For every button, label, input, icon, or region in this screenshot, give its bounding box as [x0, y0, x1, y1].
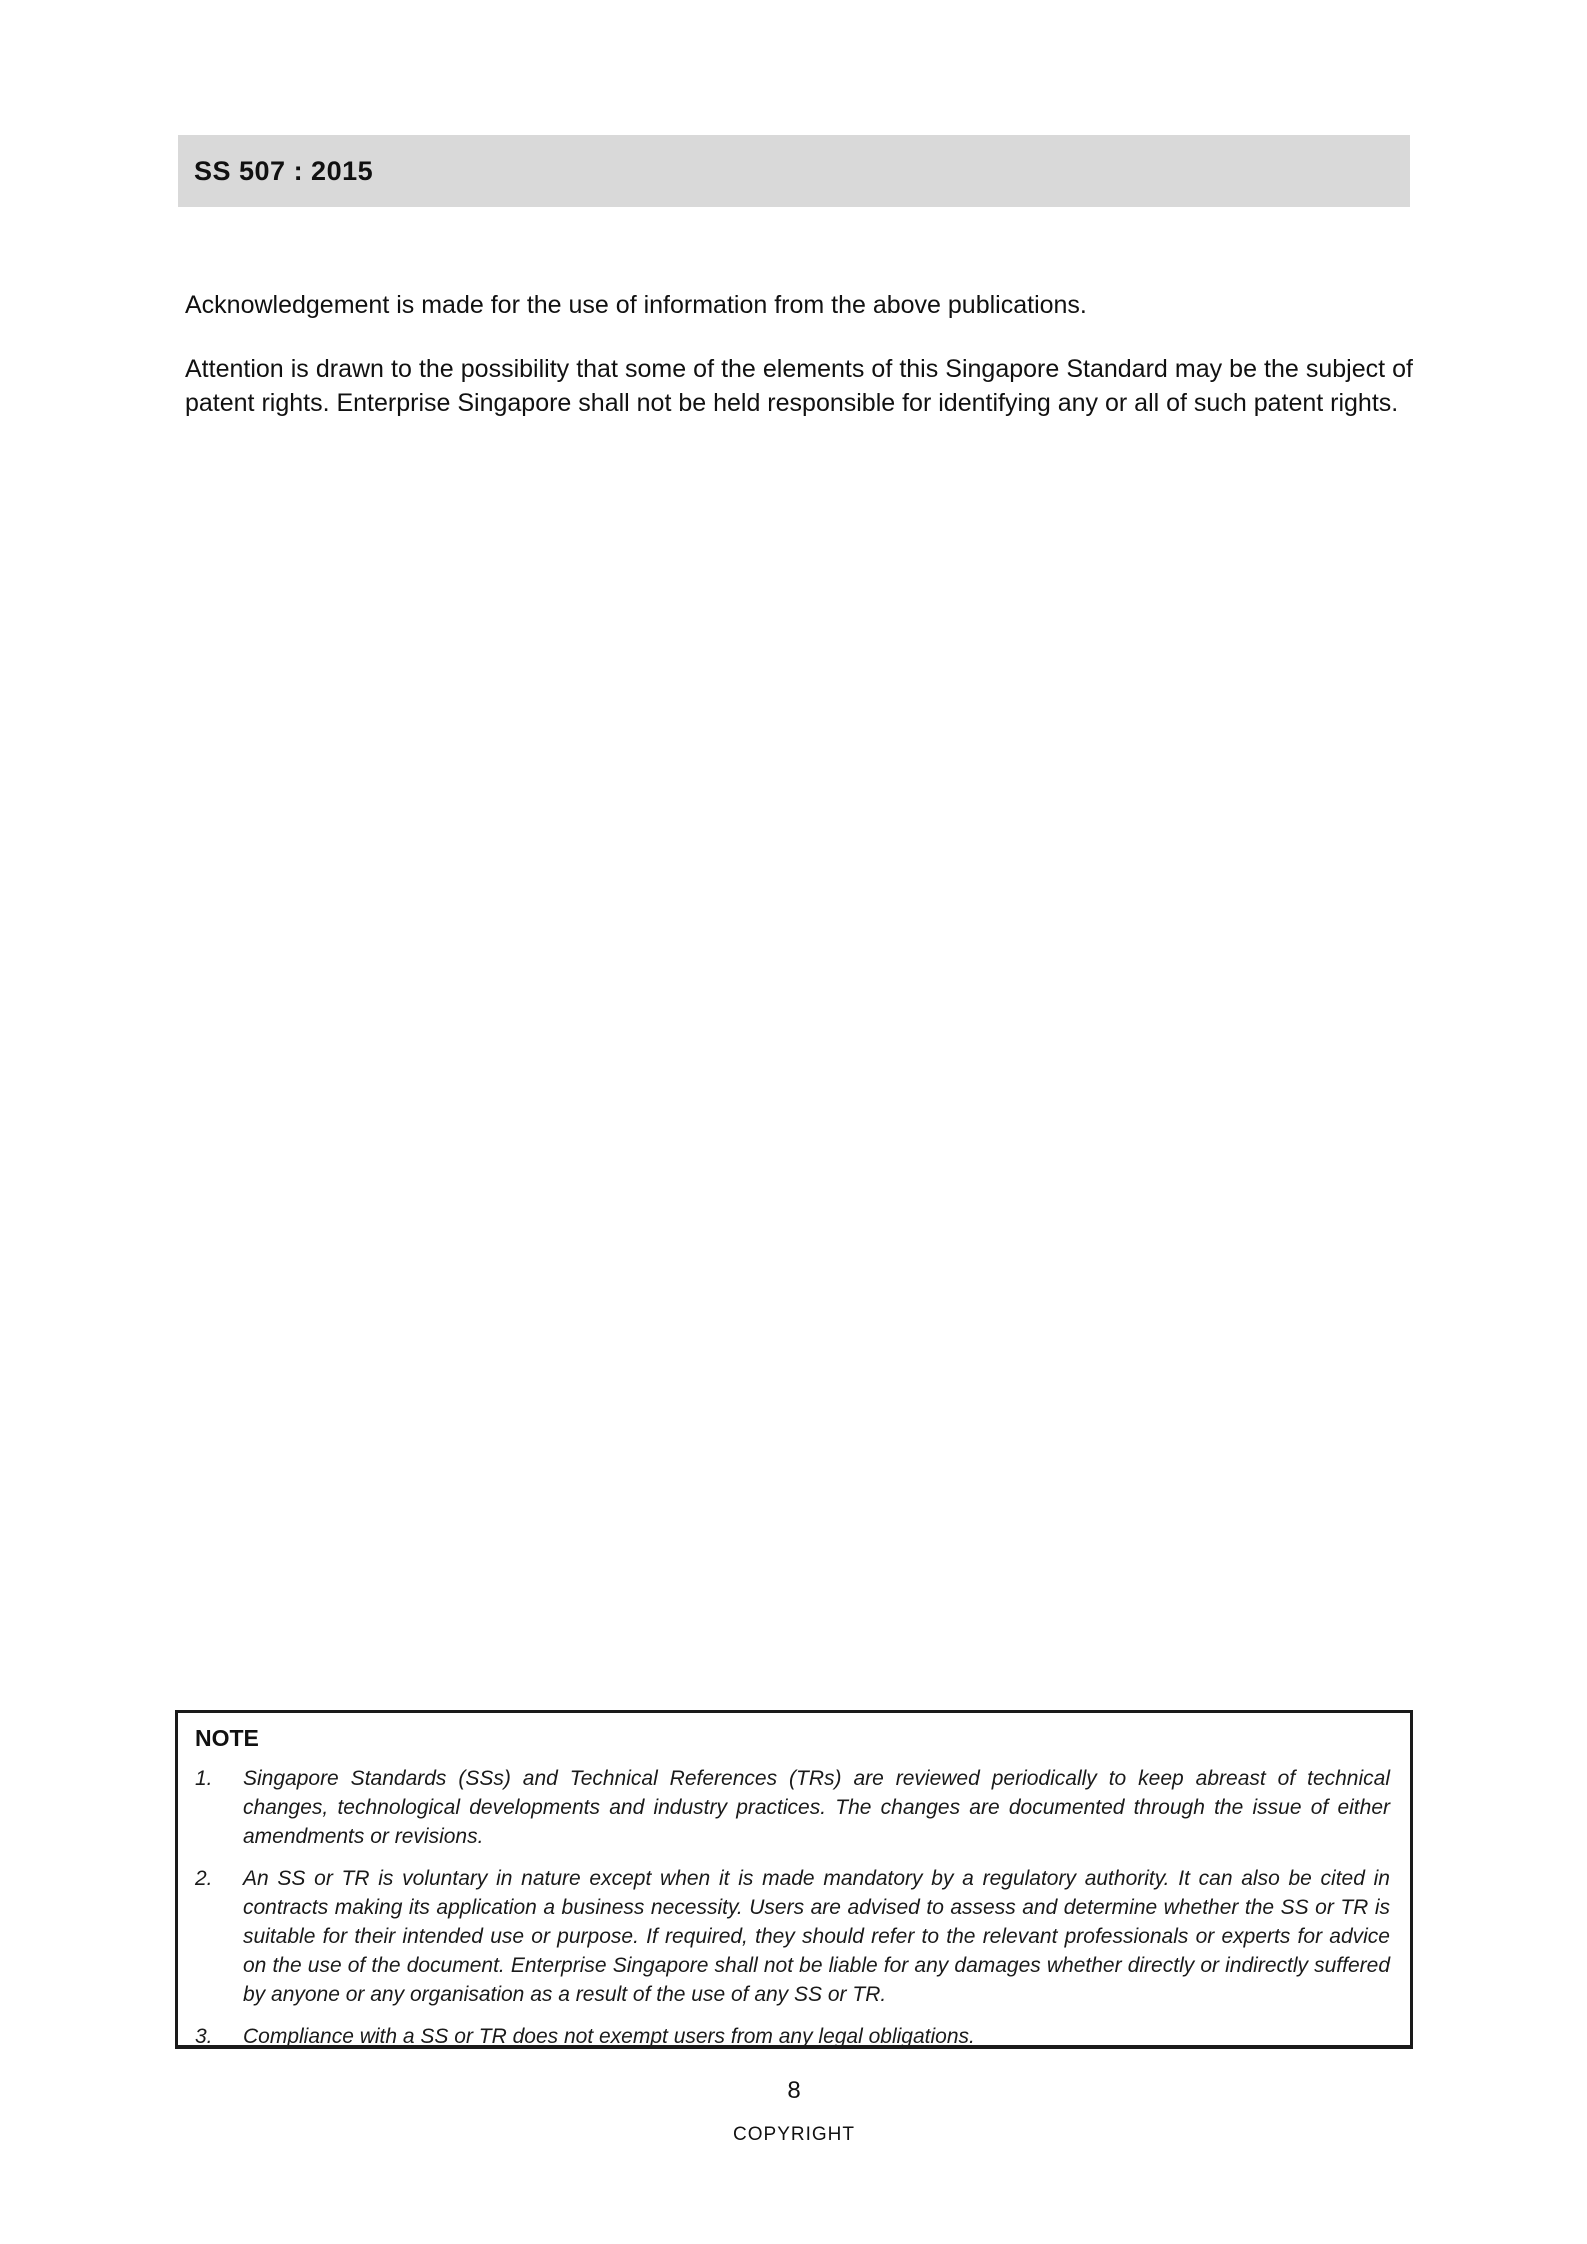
header-bar [178, 135, 1410, 207]
note-box [175, 1710, 1413, 2049]
copyright-label: COPYRIGHT [733, 2124, 855, 2145]
note-item [195, 1864, 1390, 2009]
note-item-text: An SS or TR is voluntary in nature except when it is made mandatory by a regulatory authority. It can also be cited in contracts making its application a business necessity. Users are advised to assess and determine whether the SS or TR is suitable for their intended use or purpose. If required, they should refer to the relevant professionals or experts for advice on the use of the document. Enterprise Singapore shall not be liable for any damages whether directly or indirectly suffered by anyone or any organisation as a result of the use of any SS or TR. [243, 1867, 1390, 2006]
note-item-number: 2. [195, 1867, 213, 1890]
patent-rights-paragraph: Attention is drawn to the possibility that some of the elements of this Singapore Standard may be the subject of patent rights. Enterprise Singapore shall not be held responsible for identifying any or all of such patent rights. [185, 355, 1413, 417]
note-item-text: Compliance with a SS or TR does not exempt users from any legal obligations. [243, 2025, 975, 2048]
acknowledgement-paragraph: Acknowledgement is made for the use of information from the above publications. [185, 291, 1087, 319]
note-item-number: 3. [195, 2025, 213, 2048]
page-title: SS 507 : 2015 [194, 155, 374, 186]
note-item-number: 1. [195, 1767, 213, 1790]
note-item [195, 2022, 1390, 2051]
page-number: 8 [787, 2077, 801, 2104]
note-heading: NOTE [195, 1725, 259, 1751]
note-item-text: Singapore Standards (SSs) and Technical References (TRs) are reviewed periodically to keep abreast of technical changes, technological developments and industry practices. The changes are documented through the issue of either amendments or revisions. [243, 1767, 1390, 1848]
note-item [195, 1764, 1390, 1851]
